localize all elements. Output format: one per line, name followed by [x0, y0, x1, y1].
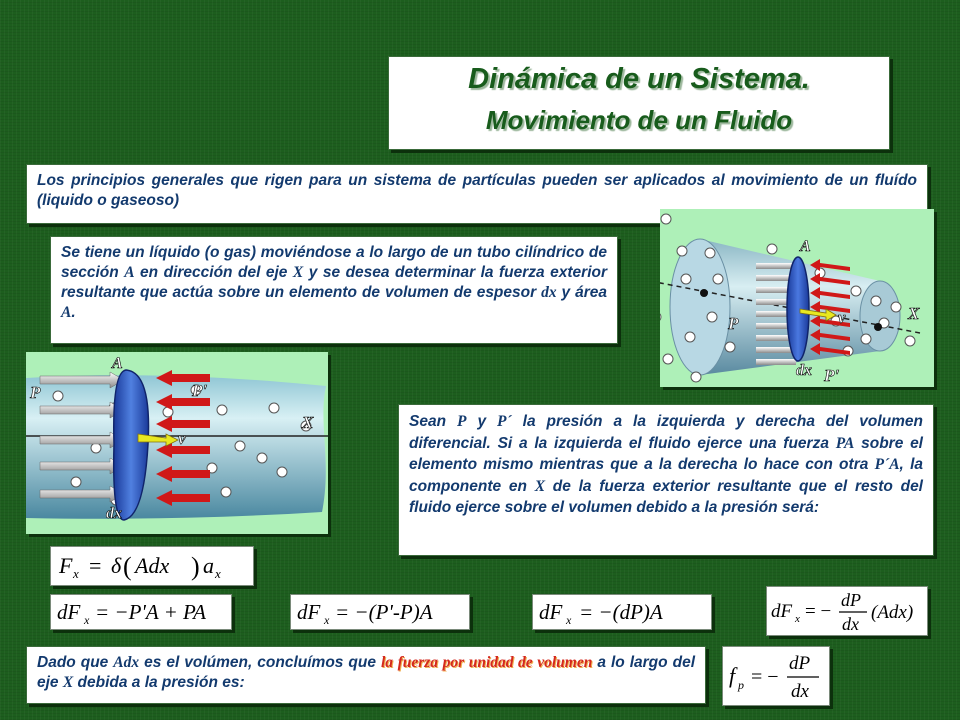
label-pressure-right: P' [192, 381, 208, 400]
explanation-text-1: Sean [409, 413, 458, 430]
equation-force-balance [50, 594, 232, 630]
eq2-lhs: dF [57, 600, 81, 624]
eq1-rparen: ) [191, 552, 200, 581]
page-subtitle: Movimiento de un Fluido [485, 105, 793, 135]
symbol-a: A [124, 264, 135, 281]
label-dx: dx [106, 505, 122, 522]
eq5-denominator: dx [842, 614, 859, 634]
volume-element-disc [787, 257, 809, 361]
symbol-p-prime: P´ [497, 413, 512, 430]
symbol-p-prime-a: P´A [874, 456, 900, 473]
eq3-lhs: dF [297, 600, 321, 624]
explanation-text-3: la presión a la izquierda y derecha del volumen diferencial. Si a la izquierda el fluido ejerce una fuerza [409, 413, 924, 452]
conclusion-box [26, 646, 706, 704]
eq5-numerator: dP [841, 590, 861, 610]
equation-gradient-form [766, 586, 928, 636]
eq4-lhs: dF [539, 600, 563, 624]
explanation-text-2: y [466, 413, 498, 430]
eq5-sub: x [795, 613, 800, 625]
symbol-pa: PA [835, 434, 855, 452]
label-x-axis: X [908, 304, 920, 323]
description-text-1: Se tiene un líquido (o gas) moviéndose a lo largo de un tubo cilíndrico de sección [61, 244, 607, 281]
description-text-4: y área [556, 284, 607, 301]
explanation-text-4: sobre el elemento mismo mientras que a la derecha lo hace con otra [409, 434, 923, 473]
eq5-lhs: dF [771, 601, 793, 622]
conclusion-text-2: es el volúmen, concluímos que [139, 654, 381, 671]
explanation-text-6: de la fuerza exterior resultante que el resto del fluido ejerce sobre el volumen debido a la presión será: [409, 477, 923, 516]
eq6-lhs: f [729, 663, 736, 688]
eq1-delta: δ [111, 553, 122, 578]
label-x-axis: X [302, 413, 314, 432]
label-pressure-left: P [728, 314, 739, 333]
equation-newton [50, 546, 254, 586]
description-text-5: . [71, 304, 76, 321]
symbol-x: X [292, 264, 304, 281]
description-text-2: en dirección del eje [134, 264, 293, 281]
symbol-adx: Adx [113, 654, 140, 671]
conclusion-text-4: debida a la presión es: [73, 674, 245, 691]
description-text-3: y se desea determinar la fuerza exterior resultante que actúa sobre un elemento de volumen de espesor [61, 264, 608, 301]
label-pressure-left: P [30, 383, 41, 402]
label-velocity: v [178, 429, 186, 448]
explanation-text-5: , la componente en [409, 456, 924, 495]
eq1-body: Adx [135, 553, 170, 578]
symbol-x: X [534, 477, 546, 495]
tube-diagram-small [26, 352, 328, 534]
eq2-sub: x [84, 613, 90, 627]
eq6-denominator: dx [791, 681, 809, 702]
page-title: Dinámica de un Sistema. [468, 63, 810, 95]
tube-opening-left [670, 239, 730, 375]
eq1-equals: = [89, 553, 102, 578]
eq1-accel-sub: x [215, 566, 221, 581]
label-area: A [800, 238, 811, 255]
label-dx: dx [796, 362, 812, 379]
eq5-equals: = − [805, 601, 832, 622]
symbol-a-2: A [61, 304, 72, 321]
eq4-rhs: = −(dP)A [579, 600, 663, 624]
symbol-p: P [457, 413, 467, 430]
center-dot-right [874, 323, 882, 331]
symbol-x: X [62, 674, 74, 691]
equation-force-per-volume [722, 646, 830, 706]
eq1-sub: x [73, 566, 79, 581]
intro-text: Los principios generales que rigen para un sistema de partículas pueden ser aplicados al movimiento de un fluído (liquido o gaseoso) [37, 172, 917, 209]
tube-figure-small [26, 352, 328, 534]
conclusion-text-1: Dado que [37, 654, 114, 671]
equation-dp-form [532, 594, 712, 630]
label-velocity: v [838, 308, 846, 327]
eq1-lhs: F [59, 553, 73, 578]
equation-pressure-difference [290, 594, 470, 630]
eq6-numerator: dP [789, 653, 811, 674]
label-area: A [112, 355, 123, 372]
eq5-tail: (Adx) [871, 602, 914, 623]
eq6-sub: p [738, 678, 744, 692]
eq3-rhs: = −(P'-P)A [335, 600, 433, 624]
center-dot-left [700, 289, 708, 297]
eq3-sub: x [324, 613, 330, 627]
description-box [50, 236, 618, 344]
eq2-rhs: = −P'A + PA [95, 600, 206, 624]
tube-diagram-large [660, 209, 934, 387]
title-box [388, 56, 890, 150]
symbol-dx: dx [541, 284, 557, 301]
highlight-force-per-volume: la fuerza por unidad de volumen [380, 654, 593, 671]
conclusion-text-3: a lo largo del eje [37, 654, 695, 691]
eq6-equals: = − [751, 666, 779, 688]
eq4-sub: x [566, 613, 572, 627]
eq1-accel: a [203, 553, 214, 578]
tube-figure-large [660, 209, 934, 387]
label-pressure-right: P' [824, 366, 840, 385]
eq1-lparen: ( [123, 552, 132, 581]
pressure-explanation-box [398, 404, 934, 556]
